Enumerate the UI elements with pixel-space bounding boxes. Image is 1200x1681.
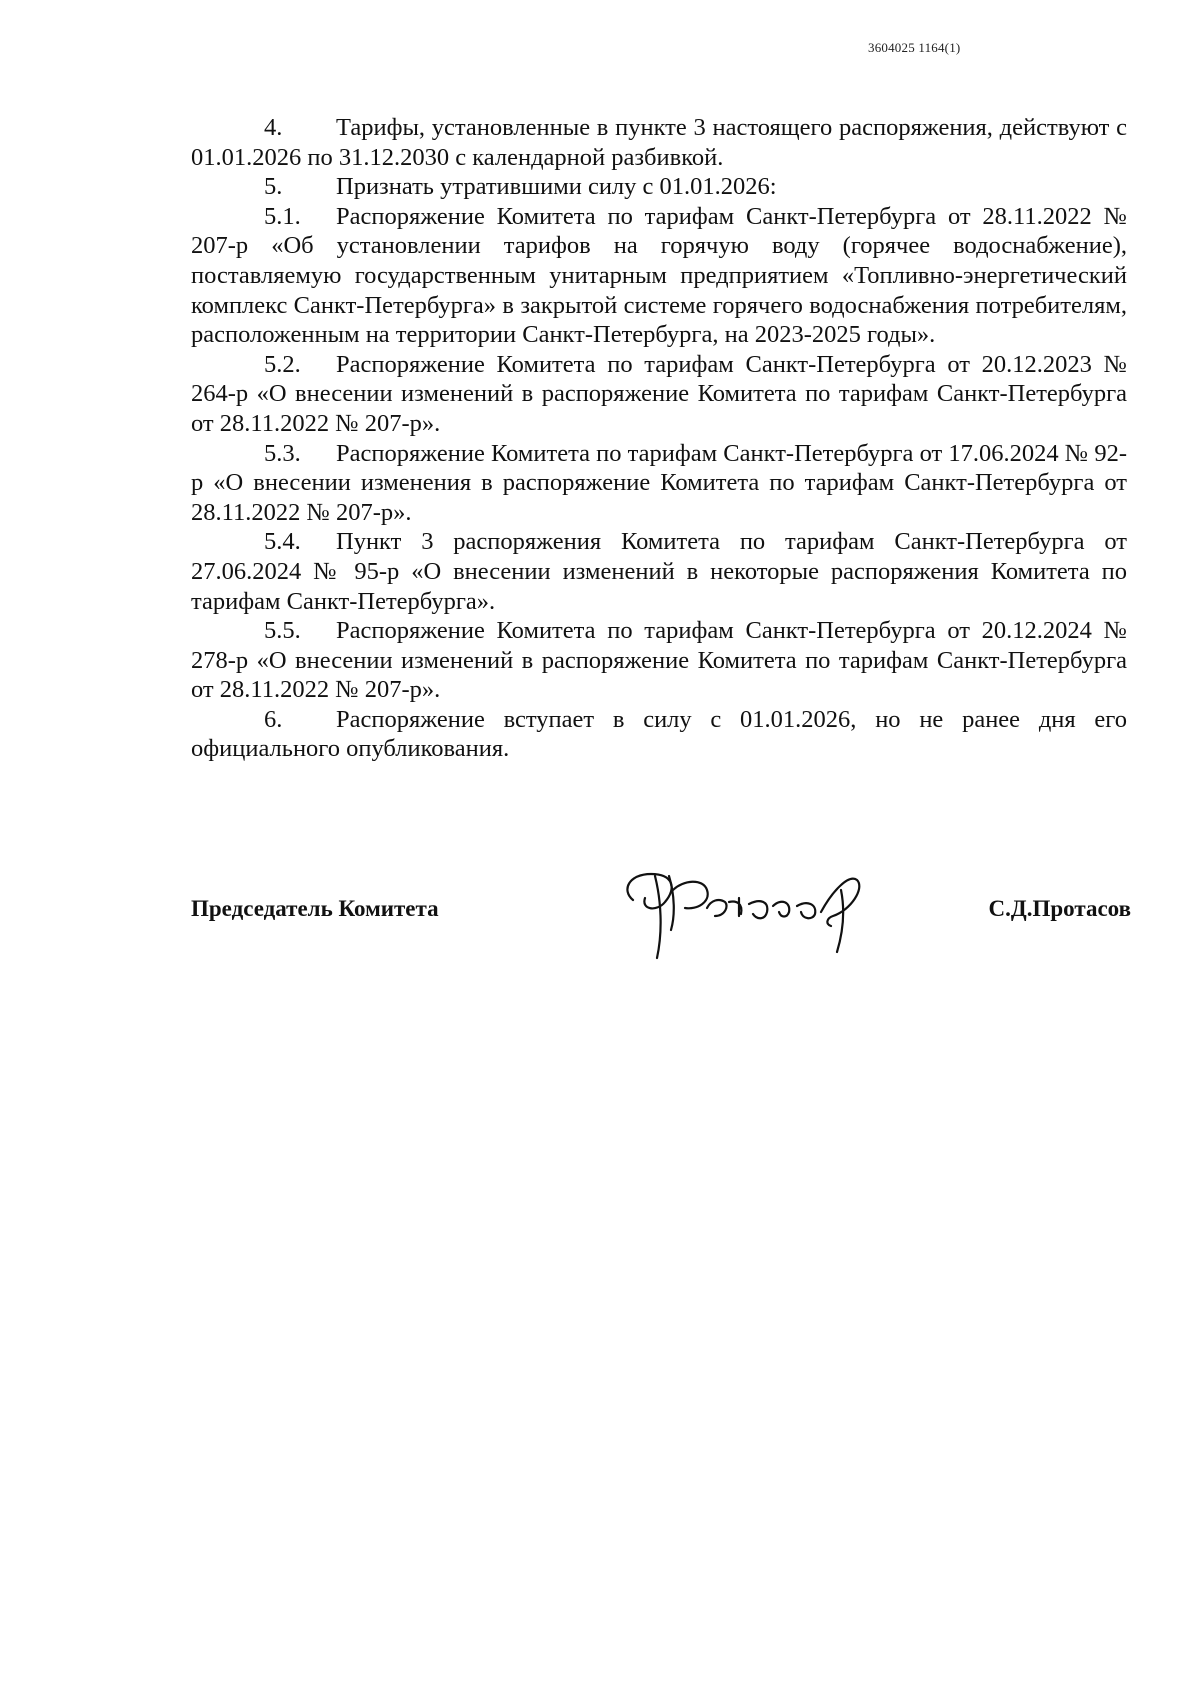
paragraph-5-4 <box>191 527 1127 616</box>
paragraph-number: 5.5. <box>264 617 301 645</box>
handwritten-signature <box>611 860 881 970</box>
paragraph-5-2 <box>191 350 1127 439</box>
paragraph-text: Пункт 3 распоряжения Комитета по тарифам Санкт-Петербурга от 27.06.2024 № 95-р «О внесении изменений в некоторые распоряжения Комитета по тарифам Санкт-Петербурга». <box>191 528 1127 615</box>
paragraph-6 <box>191 705 1127 764</box>
paragraph-number: 5.4. <box>264 528 301 556</box>
paragraph-text: Распоряжение Комитета по тарифам Санкт-Петербурга от 20.12.2023 № 264-р «О внесении изменений в распоряжение Комитета по тарифам Санкт-Петербурга от 28.11.2022 № 207-р». <box>191 350 1127 437</box>
paragraph-text: Признать утратившими силу с 01.01.2026: <box>336 173 777 201</box>
document-code: 3604025 1164(1) <box>868 40 961 55</box>
paragraph-text: Распоряжение Комитета по тарифам Санкт-Петербурга от 28.11.2022 № 207-р «Об установлении тарифов на горячую воду (горячее водоснабжение), поставляемую государственным унитарным предприятием «Топливно-энергетический комплекс Санкт-Петербурга» в закрытой системе горячего водоснабжения потребителям, расположенным на территории Санкт-Петербурга, на 2023-2025 годы». <box>191 202 1127 349</box>
paragraph-text: Распоряжение Комитета по тарифам Санкт-Петербурга от 17.06.2024 № 92-р «О внесении изменения в распоряжение Комитета по тарифам Санкт-Петербурга от 28.11.2022 № 207-р». <box>191 439 1127 526</box>
paragraph-5-3 <box>191 439 1127 528</box>
paragraph-text: Тарифы, установленные в пункте 3 настоящего распоряжения, действуют с 01.01.2026 по 31.12.2030 с календарной разбивкой. <box>191 114 1127 171</box>
paragraph-number: 5.3. <box>264 439 301 467</box>
document-body <box>191 113 1127 764</box>
paragraph-5 <box>191 172 1127 202</box>
paragraph-text: Распоряжение Комитета по тарифам Санкт-Петербурга от 20.12.2024 № 278-р «О внесении изменений в распоряжение Комитета по тарифам Санкт-Петербурга от 28.11.2022 № 207-р». <box>191 617 1127 704</box>
signature-block <box>191 860 1131 970</box>
paragraph-number: 6. <box>264 705 283 733</box>
paragraph-5-5 <box>191 616 1127 705</box>
paragraph-5-1 <box>191 202 1127 350</box>
paragraph-text: Распоряжение вступает в силу с 01.01.2026, но не ранее дня его официального опубликования. <box>191 705 1127 763</box>
paragraph-number: 4. <box>264 114 283 141</box>
paragraph-number: 5. <box>264 173 283 201</box>
paragraph-number: 5.1. <box>264 202 301 230</box>
paragraph-number: 5.2. <box>264 350 301 378</box>
paragraph-4 <box>191 113 1127 172</box>
signatory-position: Председатель Комитета <box>191 896 439 921</box>
signatory-name: С.Д.Протасов <box>988 896 1131 921</box>
